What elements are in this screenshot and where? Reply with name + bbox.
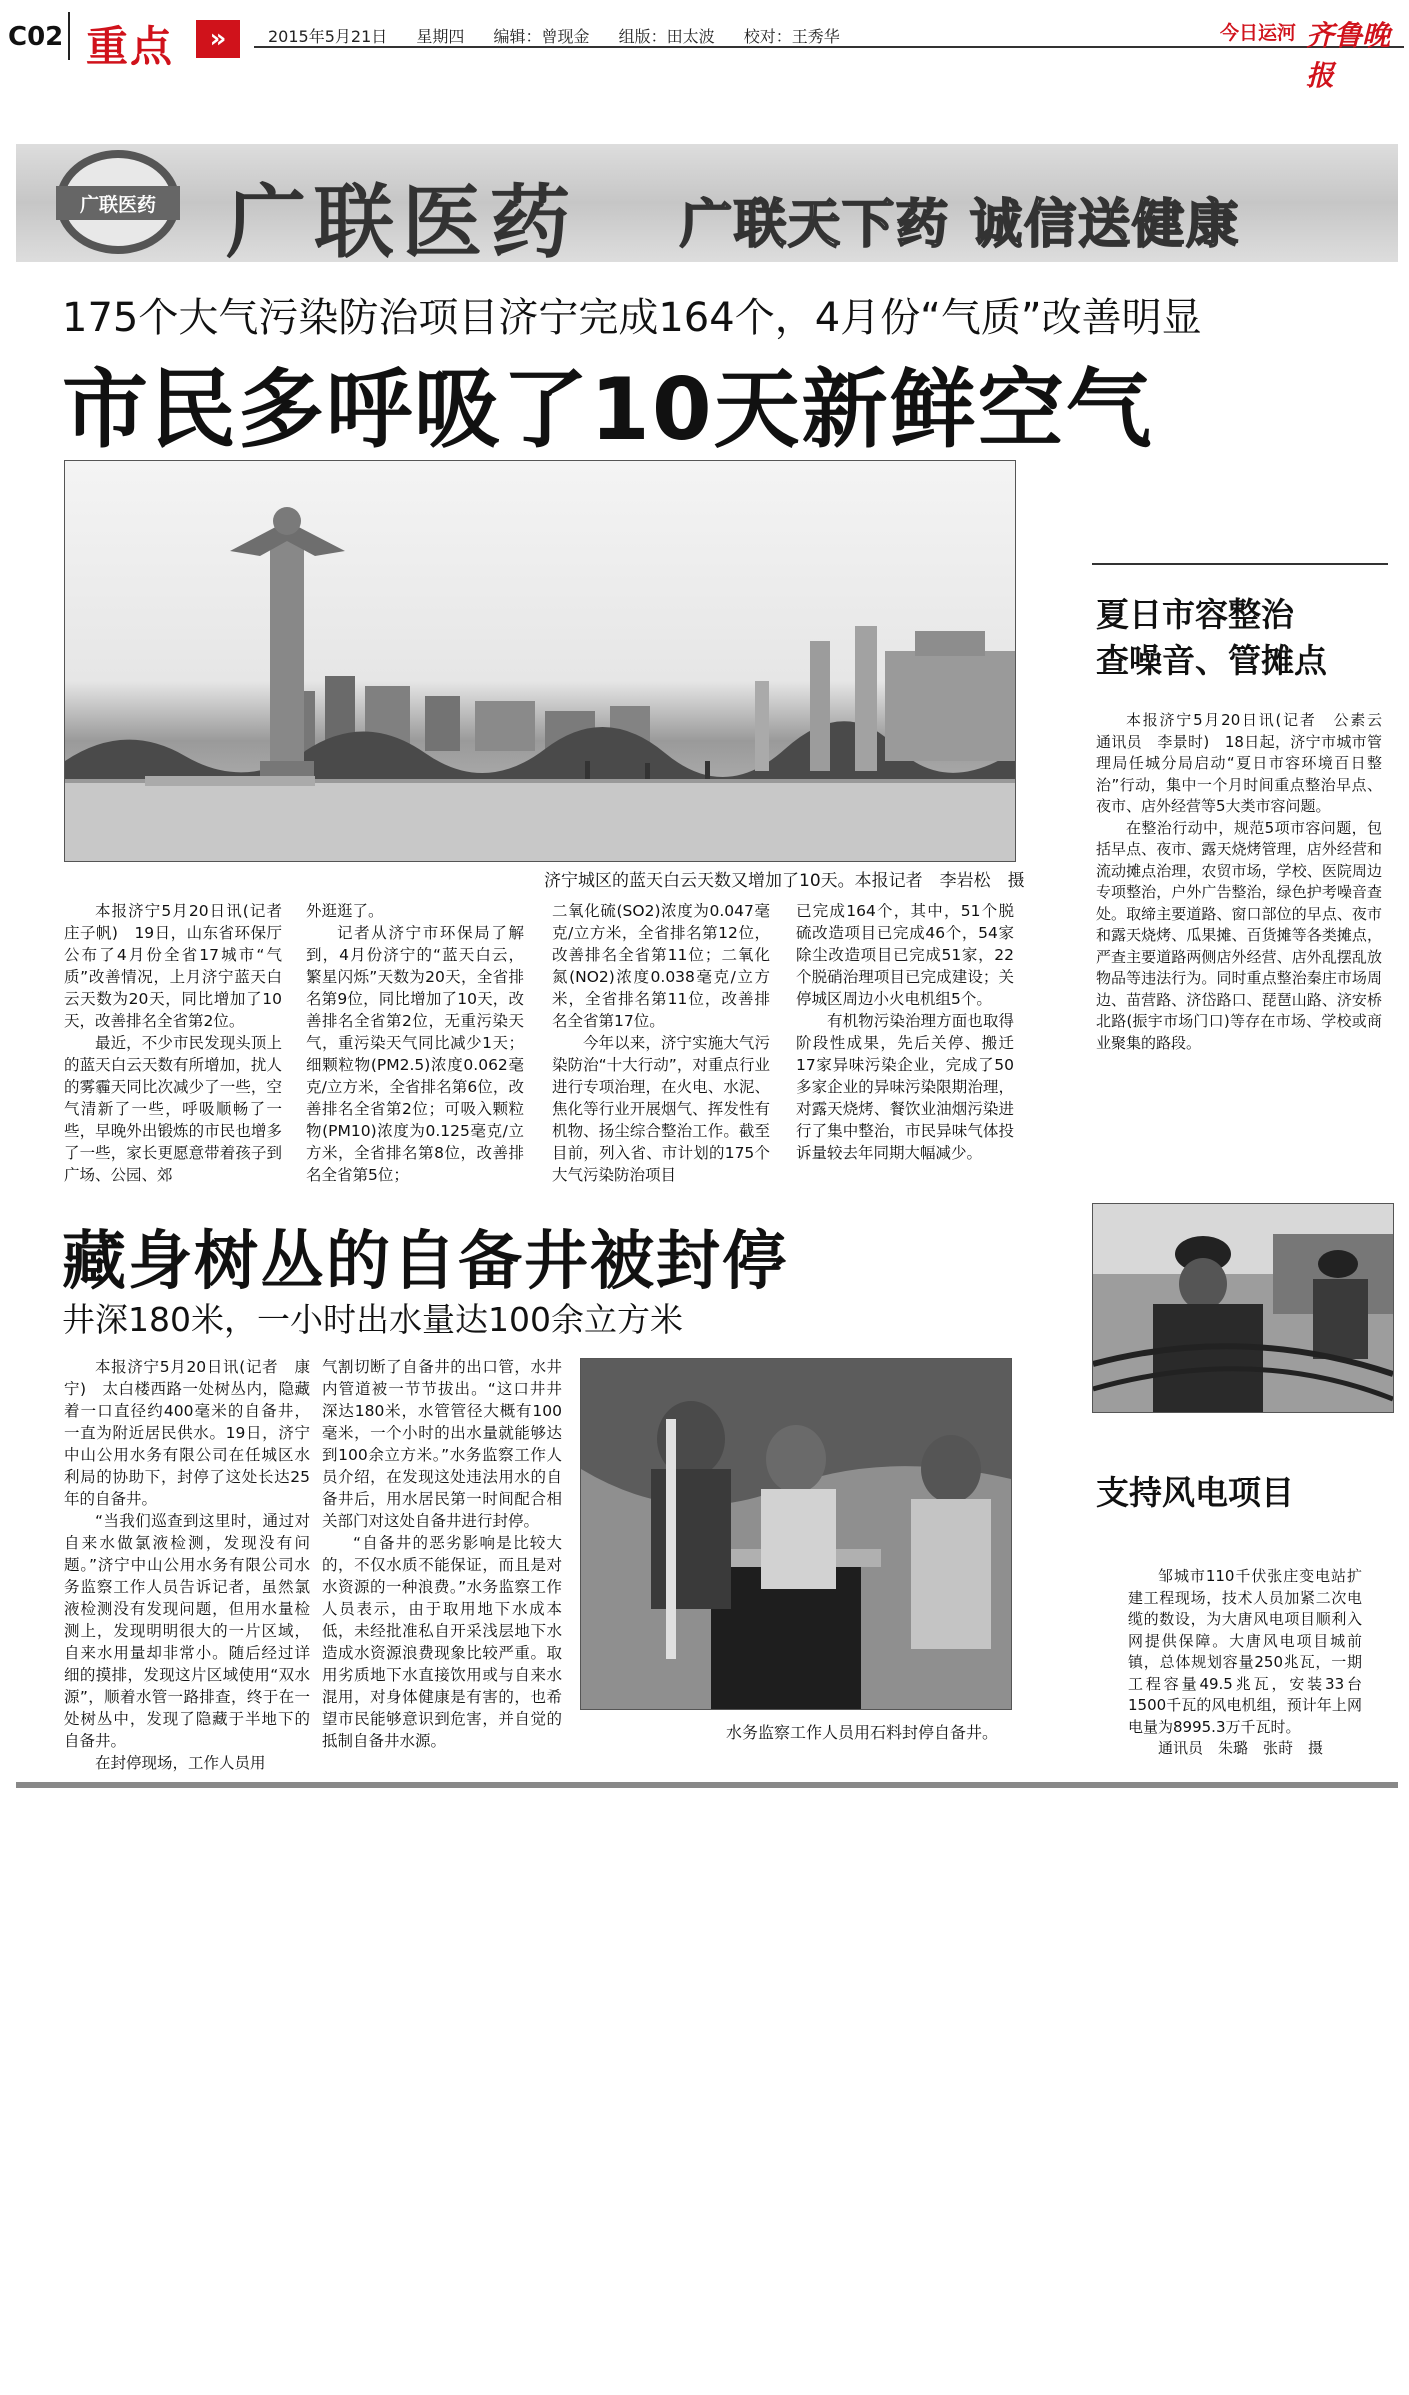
paragraph: “当我们巡查到这里时，通过对自来水做氯液检测，发现没有问题。”济宁中山公用水务有限公司水务监察工作人员告诉记者，虽然氯液检测没有发现问题，但用水量检测上，发现明明很大的一片区域，自来水用量却非常小。随后经过详细的摸排，发现这片区域使用“双水源”，顺着水管一路排查，终于在一处树丛中，发现了隐藏于半地下的自备井。: [64, 1512, 310, 1750]
layout-credit: 组版：田太波: [618, 27, 715, 46]
article2-column-2: [322, 1356, 562, 1752]
ad-title: 广联医药: [226, 176, 578, 269]
section-title: 重点: [86, 22, 175, 71]
paragraph: 最近，不少市民发现头顶上的蓝天白云天数有所增加，扰人的雾霾天同比次减少了一些，空气清新了一些，呼吸顺畅了一些，早晚外出锻炼的市民也增多了一些，家长更愿意带着孩子到广场、公园、郊: [64, 1034, 282, 1184]
article2-headline: 藏身树丛的自备井被封停: [62, 1225, 788, 1299]
article1-headline: 市民多呼吸了10天新鲜空气: [62, 360, 1154, 460]
sidebar2-title: 支持风电项目: [1096, 1473, 1294, 1512]
section-tag: 今日运河: [1220, 22, 1297, 44]
article1-column-2: [306, 900, 524, 1186]
issue-date: 2015年5月21日: [268, 27, 388, 46]
sidebar1-body: [1096, 710, 1398, 1054]
article1-column-4: [796, 900, 1014, 1164]
paragraph: 本报济宁5月20日讯(记者 公素云 通讯员 李景时) 18日起，济宁市城市管理局任城分局启动“夏日市容环境百日整治”行动，集中一个月时间重点整治早点、夜市、店外经营等5大类市容问题。: [1096, 711, 1398, 815]
paragraph: 本报济宁5月20日讯(记者 康宁) 太白楼西路一处树丛内，隐藏着一口直径约400毫米的自备井，一直为附近居民供水。19日，济宁中山公用水务有限公司在任城区水利局的协助下，封停了这处长达25年的自备井。: [64, 1358, 310, 1508]
page-number: C02: [8, 22, 64, 52]
article1-column-1: [64, 900, 298, 1186]
plaza-photo-illustration: [65, 461, 1015, 861]
paragraph: 有机物污染治理方面也取得阶段性成果，先后关停、搬迁17家异味污染企业，完成了50多家企业的异味污染限期治理，对露天烧烤、餐饮业油烟污染进行了集中整治，市民异味气体投诉量较去年同期大幅减少。: [796, 1012, 1014, 1162]
article2-photo: [580, 1358, 1012, 1710]
editor-credit: 编辑：曾现金: [493, 27, 590, 46]
article1-column-3: [552, 900, 770, 1186]
paragraph: 已完成164个，其中，51个脱硫改造项目已完成46个，54家除尘改造项目已完成51家，22个脱硝治理项目已完成建设；关停城区周边小火电机组5个。: [796, 902, 1014, 1008]
well-photo-illustration: [581, 1359, 1011, 1709]
section-arrow-icon: »: [196, 20, 240, 58]
sidebar1-title: [1096, 592, 1327, 684]
paragraph: 在封停现场，工作人员用: [95, 1754, 266, 1772]
issue-weekday: 星期四: [416, 27, 465, 46]
photo-credit: 通讯员 朱璐 张莳 摄: [1158, 1739, 1324, 1757]
bottom-rule: [16, 1782, 1398, 1788]
paragraph: 外逛逛了。: [306, 902, 384, 920]
ad-logo-text: 广联医药: [79, 194, 156, 216]
sidebar-rule: [1092, 563, 1388, 565]
paragraph: 二氧化硫(SO2)浓度为0.047毫克/立方米，全省排名第12位，改善排名全省第11位；二氧化氮(NO2)浓度0.038毫克/立方米，全省排名第11位，改善排名全省第17位。: [552, 902, 770, 1030]
wind-project-photo-illustration: [1093, 1204, 1393, 1412]
sidebar2-photo: [1092, 1203, 1394, 1413]
article1-photo: [64, 460, 1016, 862]
paragraph: “自备井的恶劣影响是比较大的，不仅水质不能保证，而且是对水资源的一种浪费。”水务监察工作人员表示，由于取用地下水成本低，未经批准私自开采浅层地下水造成水资源浪费现象比较严重。取用劣质地下水直接饮用或与自来水混用，对身体健康是有害的，也希望市民能够意识到危害，并自觉的抵制自备井水源。: [322, 1534, 562, 1750]
paragraph: 记者从济宁市环保局了解到，4月份济宁的“蓝天白云，繁星闪烁”天数为20天，全省排名第9位，同比增加了10天，改善排名全省第2位，无重污染天气，重污染天气同比减少1天；细颗粒物(PM2.5)浓度0.062毫克/立方米，全省排名第6位，改善排名全省第2位；可吸入颗粒物(PM10)浓度为0.125毫克/立方米，全省排名第8位，改善排名全省第5位；: [306, 924, 524, 1184]
sidebar1-title-line2: 查噪音、管摊点: [1096, 641, 1327, 680]
sidebar1-title-line1: 夏日市容整治: [1096, 595, 1294, 634]
header-rule: [254, 46, 1404, 48]
newspaper-logo: 齐鲁晚报: [1306, 19, 1391, 92]
article1-subheadline: 175个大气污染防治项目济宁完成164个，4月份“气质”改善明显: [62, 295, 1202, 341]
paragraph: 本报济宁5月20日讯(记者 庄子帆) 19日，山东省环保厅公布了4月份全省17城市“气质”改善情况，上月济宁蓝天白云天数为20天，同比增加了10天，改善排名全省第2位。: [64, 902, 298, 1030]
header-info: [268, 24, 864, 47]
proofreader-credit: 校对：王秀华: [743, 27, 840, 46]
paragraph: 今年以来，济宁实施大气污染防治“十大行动”，对重点行业进行专项治理，在火电、水泥、焦化等行业开展烟气、挥发性有机物、扬尘综合整治工作。截至目前，列入省、市计划的175个大气污染防治项目: [552, 1034, 770, 1184]
article1-photo-caption: 济宁城区的蓝天白云天数又增加了10天。本报记者 李岩松 摄: [544, 871, 1025, 891]
paragraph: 邹城市110千伏张庄变电站扩建工程现场，技术人员加紧二次电缆的数设，为大唐风电项目顺利入网提供保障。大唐风电项目城前镇，总体规划容量250兆瓦，一期工程容量49.5兆瓦，安装33台1500千瓦的风电机组，预计年上网电量为8995.3万千瓦时。: [1128, 1567, 1362, 1736]
article2-subheadline: 井深180米，一小时出水量达100余立方米: [62, 1300, 683, 1339]
article2-photo-caption: 水务监察工作人员用石料封停自备井。: [726, 1723, 999, 1742]
article2-column-1: [64, 1356, 310, 1774]
paragraph: 在整治行动中，规范5项市容问题，包括早点、夜市、露天烧烤管理，店外经营和流动摊点治理，农贸市场，学校、医院周边专项整治，户外广告整治，绿色护考噪音查处。取缔主要道路、窗口部位的早点、夜市和露天烧烤、瓜果摊、百货摊等各类摊点，严查主要道路两侧店外经营、店外乱摆乱放物品等违法行为。同时重点整治秦庄市场周边、苗营路、济岱路口、琵琶山路、济安桥北路(振宇市场门口)等存在市场、学校或商业聚集的路段。: [1096, 818, 1382, 1052]
ad-slogan: 广联天下药 诚信送健康: [680, 195, 1241, 255]
paragraph: 气割切断了自备井的出口管，水井内管道被一节节拔出。“这口井井深达180米，水管管径大概有100毫米，一个小时的出水量就能够达到100余立方米。”水务监察工作人员介绍，在发现这处违法用水的自备井后，用水居民第一时间配合相关部门对这处自备井进行封停。: [322, 1358, 562, 1530]
sidebar2-body: [1128, 1566, 1362, 1760]
header-divider: [68, 12, 70, 60]
